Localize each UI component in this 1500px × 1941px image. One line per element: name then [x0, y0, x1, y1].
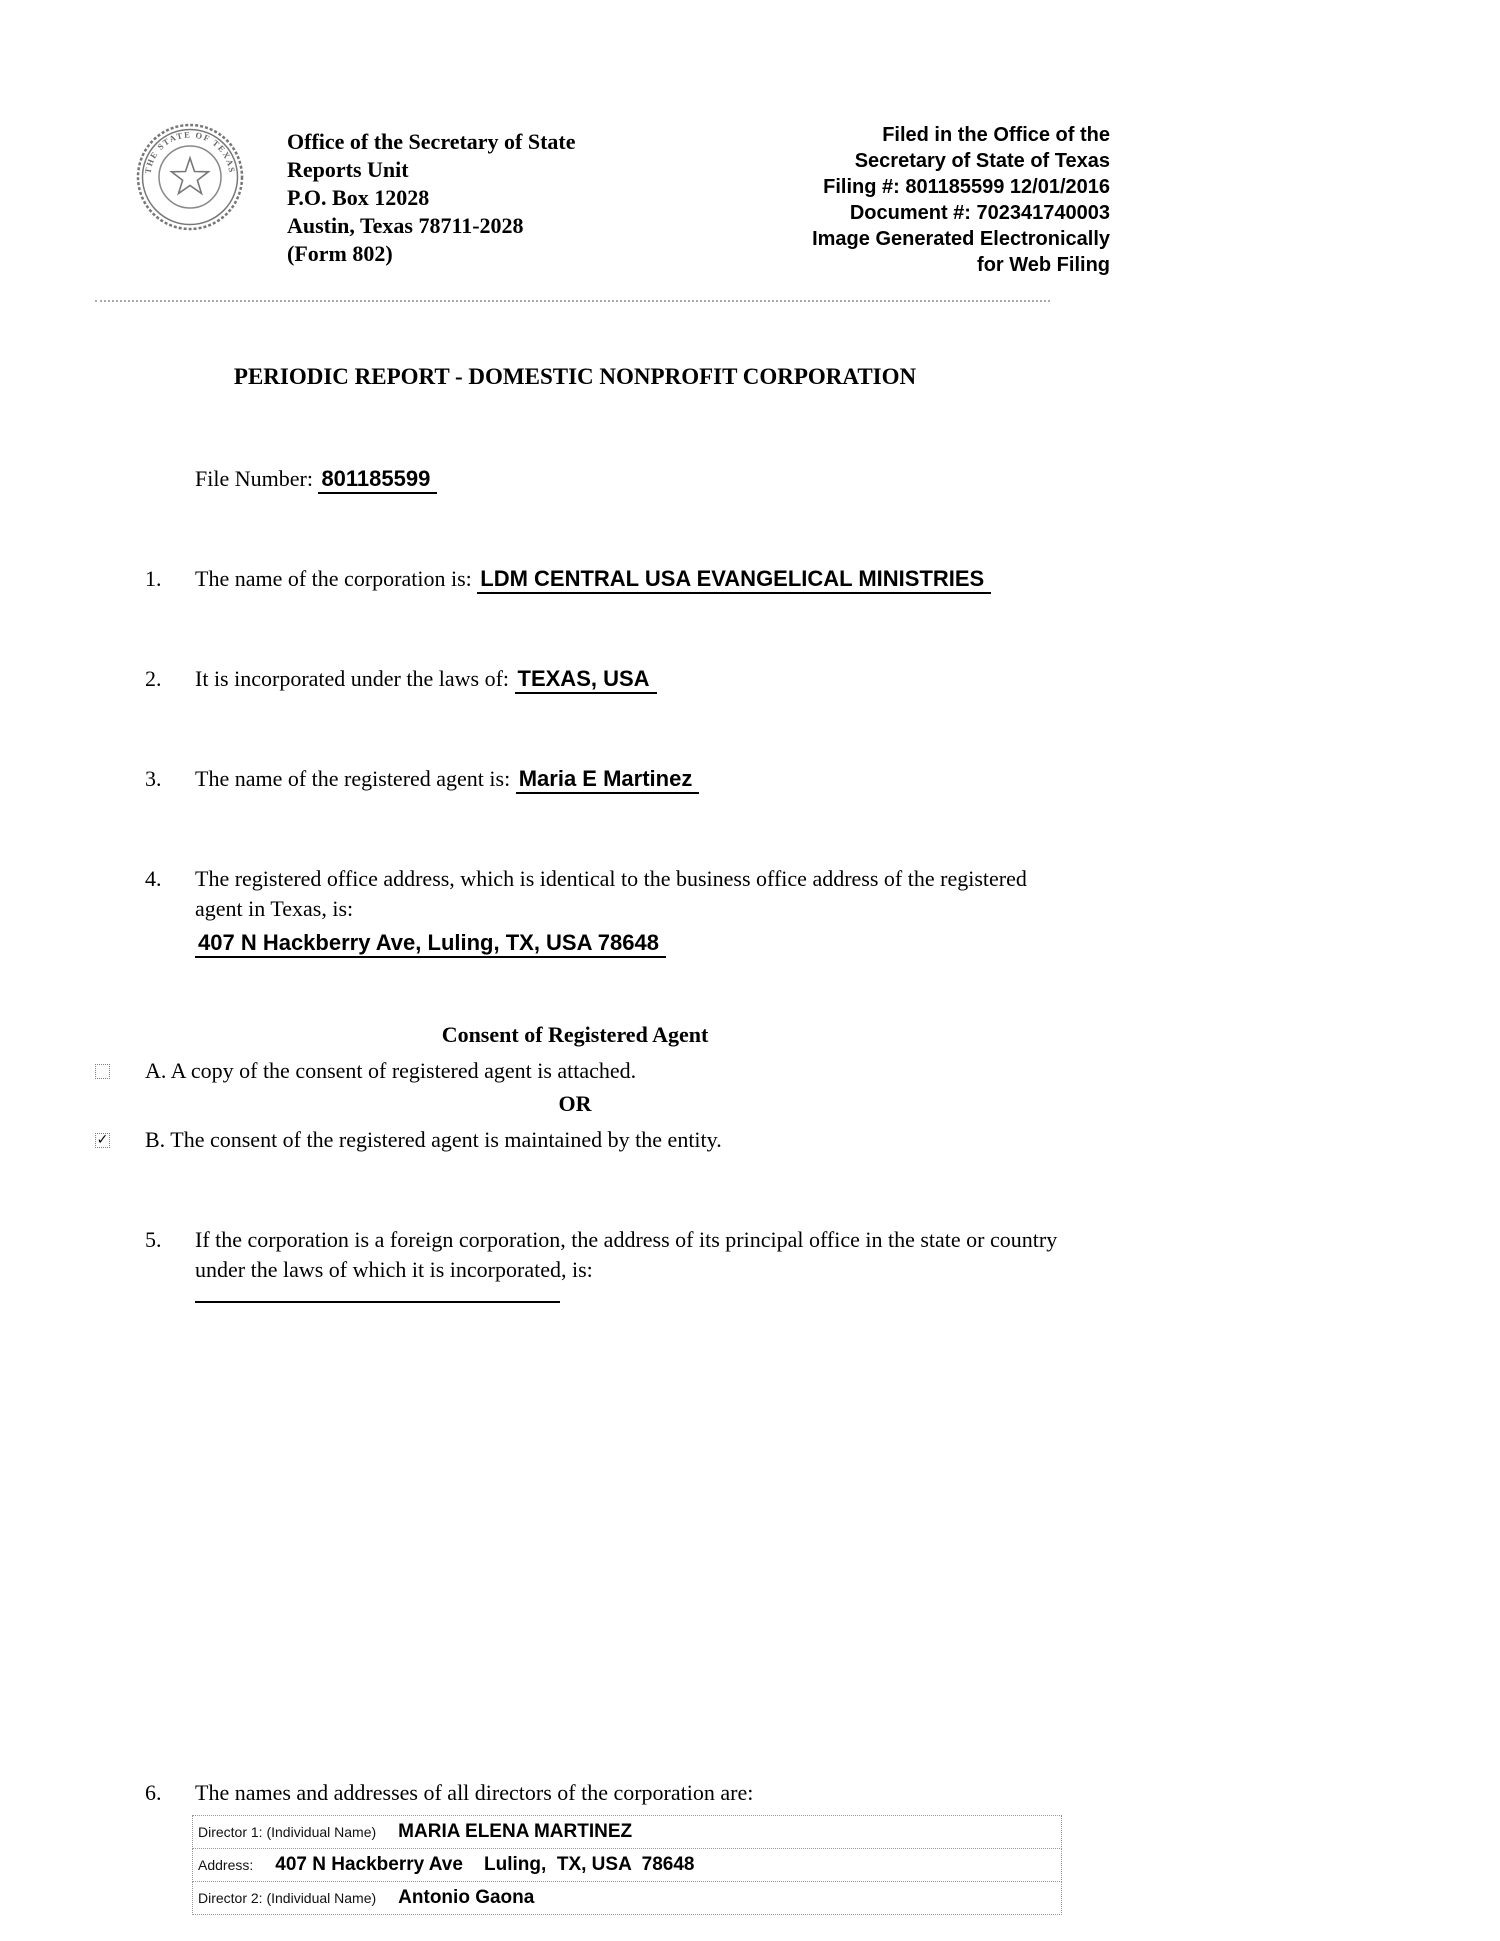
filing-line: Document #: 702341740003: [849, 202, 1110, 224]
filing-line: Filed in the Office of the: [882, 124, 1110, 146]
item-number: 6.: [145, 1780, 162, 1805]
registered-agent-label: The name of the registered agent is:: [195, 766, 511, 791]
item-foreign-corporation: [145, 1225, 1060, 1303]
item-corporation-name: [145, 564, 1060, 594]
foreign-corporation-blank-line: [195, 1301, 560, 1303]
consent-option-b-label: B. The consent of the registered agent is maintained by the entity.: [145, 1127, 722, 1152]
directors-section: [90, 1778, 1060, 1915]
directors-label: The names and addresses of all directors of the corporation are:: [195, 1780, 754, 1805]
filing-line: Secretary of State of Texas: [854, 150, 1110, 172]
item-number: 4.: [145, 866, 162, 891]
filing-line: for Web Filing: [977, 254, 1110, 276]
director-2-name-label: Director 2: (Individual Name): [198, 1890, 377, 1906]
item-directors: [145, 1778, 1060, 1808]
filing-line: Image Generated Electronically: [812, 228, 1110, 250]
consent-option-a-row: [95, 1056, 1060, 1086]
filing-line: Filing #: 801185599 12/01/2016: [823, 176, 1110, 198]
director-2-name-value: Antonio Gaona: [398, 1887, 535, 1908]
consent-option-a-checkbox[interactable]: [95, 1064, 110, 1079]
consent-or-separator: OR: [558, 1091, 592, 1116]
registered-agent-value: Maria E Martinez: [516, 766, 700, 794]
seal-text: THE STATE OF TEXAS: [142, 129, 238, 175]
item-incorporation-laws: [145, 664, 1060, 694]
foreign-corporation-label: If the corporation is a foreign corporation, the address of its principal office in the state or country under the laws of which it is incorporated, is:: [195, 1227, 1058, 1282]
registered-office-value: 407 N Hackberry Ave, Luling, TX, USA 78648: [195, 930, 666, 958]
incorporation-laws-label: It is incorporated under the laws of:: [195, 666, 510, 691]
seal-star-icon: [172, 158, 209, 194]
item-number: 1.: [145, 566, 162, 591]
item-registered-office: [145, 864, 1060, 958]
corporation-name-value: LDM CENTRAL USA EVANGELICAL MINISTRIES: [477, 566, 991, 594]
director-1-address-label: Address:: [198, 1857, 254, 1873]
consent-option-a-label: A. A copy of the consent of registered agent is attached.: [145, 1058, 637, 1083]
document-title: PERIODIC REPORT - DOMESTIC NONPROFIT CORPORATION: [233, 364, 917, 389]
file-number-label: File Number:: [195, 466, 313, 491]
item-registered-agent: [145, 764, 1060, 794]
filing-stamp-block: [812, 122, 1110, 278]
office-address-block: [287, 128, 576, 278]
item-number: 3.: [145, 766, 162, 791]
item-number: 5.: [145, 1227, 162, 1252]
incorporation-laws-value: TEXAS, USA: [515, 666, 657, 694]
item-number: 2.: [145, 666, 162, 691]
file-number-value: 801185599: [318, 466, 437, 494]
file-number-row: [195, 464, 1060, 494]
consent-heading: Consent of Registered Agent: [441, 1022, 709, 1047]
office-line: Reports Unit: [287, 157, 409, 182]
table-row: [192, 1815, 1062, 1849]
office-line: Austin, Texas 78711-2028: [287, 213, 524, 238]
director-1-address-value: 407 N Hackberry Ave Luling, TX, USA 78648: [275, 1854, 695, 1875]
directors-table: [192, 1815, 1062, 1915]
registered-office-label: The registered office address, which is identical to the business office address of the registered agent in Texas, is:: [195, 866, 1027, 921]
texas-state-seal-icon: [135, 122, 245, 232]
director-1-name-value: MARIA ELENA MARTINEZ: [398, 1821, 633, 1842]
consent-option-b-row: [95, 1125, 1060, 1155]
document-body: [90, 302, 1060, 1941]
table-row: [192, 1881, 1062, 1915]
table-row: [192, 1848, 1062, 1882]
office-line: (Form 802): [287, 241, 393, 266]
consent-option-b-checkbox[interactable]: ✓: [96, 1132, 109, 1148]
office-line: Office of the Secretary of State: [287, 129, 576, 154]
corporation-name-label: The name of the corporation is:: [195, 566, 472, 591]
document-header: [135, 122, 1110, 278]
office-line: P.O. Box 12028: [287, 185, 430, 210]
director-1-name-label: Director 1: (Individual Name): [198, 1824, 377, 1840]
